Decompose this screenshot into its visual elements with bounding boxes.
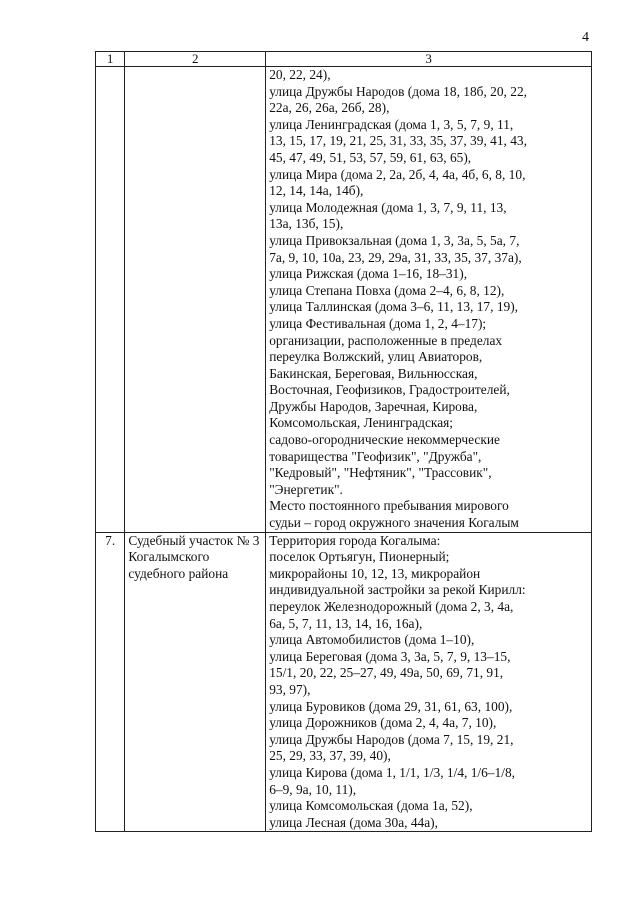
text-line: 6а, 5, 7, 11, 13, 14, 16, 16а), — [269, 615, 423, 631]
text-line: улица Степана Повха (дома 2–4, 6, 8, 12), — [269, 282, 505, 298]
text-line: Комсомольская, Ленинградская; — [269, 415, 454, 431]
header-row — [96, 52, 592, 67]
text-line: улица Ленинградская (дома 1, 3, 5, 7, 9, 11, — [269, 116, 514, 132]
text-line: 12, 14, 14а, 14б), — [269, 183, 364, 199]
text-line: товарищества "Геофизик", "Дружба", — [269, 448, 482, 464]
text-line: садово-огороднические некоммерческие — [269, 432, 500, 448]
row-area-cell — [125, 67, 266, 533]
table-row-continuation — [96, 67, 592, 533]
text-line: переулок Железнодорожный (дома 2, 3, 4а, — [269, 599, 514, 614]
text-line: улица Береговая (дома 3, 3а, 5, 7, 9, 13–15, — [269, 648, 511, 664]
text-line: улица Комсомольская (дома 1а, 52), — [269, 798, 473, 814]
row-territory-cell — [266, 532, 592, 832]
text-line: улица Молодежная (дома 1, 3, 7, 9, 11, 13, — [269, 199, 507, 215]
text-line: 25, 29, 33, 37, 39, 40), — [269, 748, 391, 764]
header-col-3: 3 — [266, 52, 592, 67]
text-line: Восточная, Геофизиков, Градостроителей, — [269, 382, 510, 398]
text-line: микрорайоны 10, 12, 13, микрорайон — [269, 565, 481, 581]
text-line: поселок Ортьягун, Пионерный; — [269, 549, 450, 565]
text-line: Когалымского — [128, 549, 210, 565]
text-line: Бакинская, Береговая, Вильнюсская, — [269, 365, 478, 381]
text-line: улица Привокзальная (дома 1, 3, 3а, 5, 5а, 7, — [269, 232, 520, 248]
text-line: судебного района — [128, 565, 229, 581]
text-line: индивидуальной застройки за рекой Кирилл: — [269, 582, 526, 598]
text-line: "Энергетик". — [269, 481, 343, 497]
row-number-cell — [96, 67, 125, 533]
text-line: улица Мира (дома 2, 2а, 2б, 4, 4а, 4б, 6, 8, 10, — [269, 166, 526, 182]
text-line: улица Автомобилистов (дома 1–10), — [269, 632, 475, 648]
row-area-cell — [125, 532, 266, 832]
text-line: 13, 15, 17, 19, 21, 25, 31, 33, 35, 37, 39, 41, 43, — [269, 133, 527, 149]
text-line: "Кедровый", "Нефтяник", "Трассовик", — [269, 465, 492, 481]
text-line: улица Лесная (дома 30а, 44а), — [269, 814, 438, 830]
text-line: 7а, 9, 10, 10а, 23, 29, 29а, 31, 33, 35, 37, 37а), — [269, 249, 522, 265]
text-line: улица Таллинская (дома 3–6, 11, 13, 17, 19), — [269, 299, 519, 315]
text-line: 13а, 13б, 15), — [269, 216, 344, 232]
text-line: улица Дорожников (дома 2, 4, 4а, 7, 10), — [269, 715, 497, 731]
header-col-2: 2 — [125, 52, 266, 67]
text-line: 6–9, 9а, 10, 11), — [269, 781, 357, 797]
district-table — [95, 51, 592, 832]
text-line: 22а, 26, 26а, 26б, 28), — [269, 100, 390, 116]
text-line: 15/1, 20, 22, 25–27, 49, 49а, 50, 69, 71, 91, — [269, 665, 504, 681]
text-line: 20, 22, 24), — [269, 67, 331, 82]
header-col-1: 1 — [96, 52, 125, 67]
row-number-cell: 7. — [96, 532, 125, 832]
text-line: Дружбы Народов, Заречная, Кирова, — [269, 398, 478, 414]
text-line: улица Рижская (дома 1–16, 18–31), — [269, 266, 468, 282]
table-row-7 — [96, 532, 592, 832]
text-line: улица Кирова (дома 1, 1/1, 1/3, 1/4, 1/6–1/8, — [269, 764, 515, 780]
text-line: организации, расположенные в пределах — [269, 332, 503, 348]
text-line: переулка Волжский, улиц Авиаторов, — [269, 349, 483, 365]
text-line: Территория города Когалыма: — [269, 532, 441, 548]
page-number: 4 — [582, 30, 589, 45]
text-line: улица Фестивальная (дома 1, 2, 4–17); — [269, 315, 487, 331]
text-line: улица Буровиков (дома 29, 31, 61, 63, 100), — [269, 698, 513, 714]
text-line: улица Дружбы Народов (дома 7, 15, 19, 21, — [269, 731, 514, 747]
text-line: Место постоянного пребывания мирового — [269, 498, 509, 514]
text-line: улица Дружбы Народов (дома 18, 18б, 20, 22, — [269, 83, 527, 99]
row-territory-cell — [266, 67, 592, 533]
text-line: 45, 47, 49, 51, 53, 57, 59, 61, 63, 65), — [269, 149, 472, 165]
text-line: 93, 97), — [269, 681, 311, 697]
text-line: судьи – город окружного значения Когалым — [269, 515, 519, 531]
text-line: Судебный участок № 3 — [128, 532, 260, 548]
